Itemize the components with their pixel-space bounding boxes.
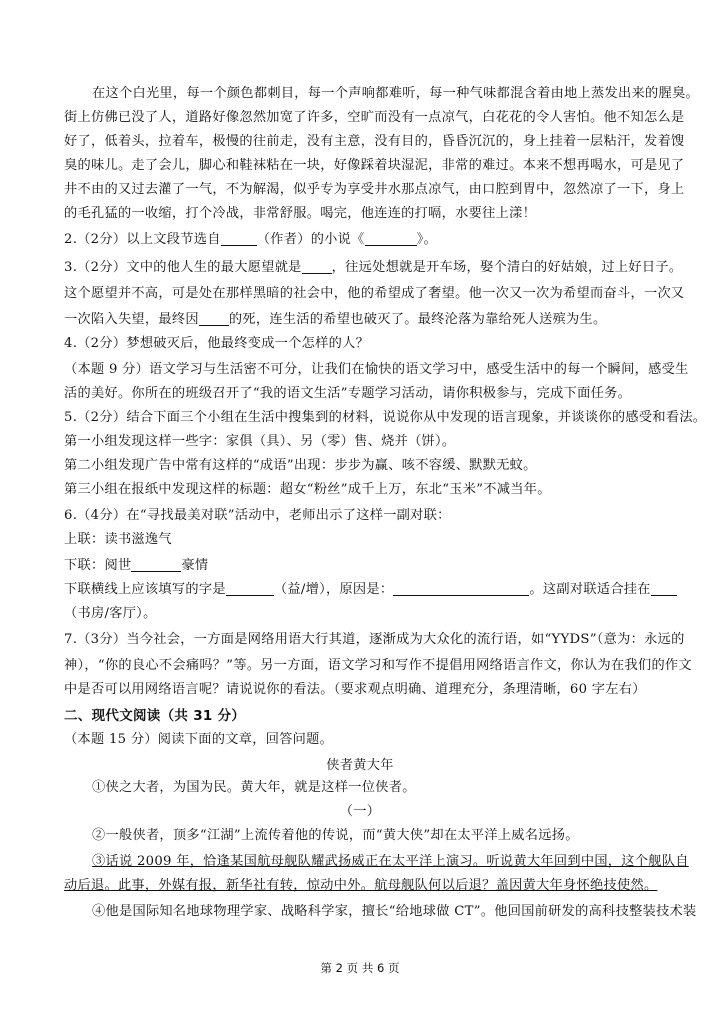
passage-line: 好了，低着头，拉着车，极慢的往前走，没有主意，没有目的，昏昏沉沉的，身上挂着一层粘汗，发着馊 xyxy=(64,134,685,149)
death-blank[interactable] xyxy=(199,311,229,326)
article-part-heading: （一） xyxy=(339,804,381,819)
section-intro: （本题 15 分）阅读下面的文章，回答问题。 xyxy=(64,732,334,747)
passage-line: 井不由的又过去灌了一气，不为解渴，似乎专为享受井水那点凉气，由口腔到胃中，忽然凉了一下，身上 xyxy=(64,182,685,197)
question-2: 2.（2分）以上文段节选自 （作者）的小说《 》。 xyxy=(64,232,438,247)
question-7: 神），“你的良心不会痛吗？”等。另一方面，语文学习和写作不提倡用网络语言作文，你认为在我们的作文 xyxy=(64,658,692,673)
section-heading: 二、现代文阅读（共 31 分） xyxy=(64,708,246,724)
novel-title-blank[interactable] xyxy=(365,231,417,246)
article-title: 侠者黄大年 xyxy=(326,758,394,773)
reason-blank[interactable] xyxy=(393,581,529,596)
passage-line: 在这个白光里，每一个颜色都刺目，每一个声响都难听，每一种气味都混含着由地上蒸发出来的腥臭。 xyxy=(92,86,699,101)
page-footer: 第 2 页 共 6 页 xyxy=(320,961,400,975)
couplet-upper: 上联：读书滋逸气 xyxy=(64,532,172,547)
question-4: 4.（2分）梦想破灭后，他最终变成一个怎样的人？ xyxy=(64,336,370,351)
question-7: 中是否可以用网络语言呢？请说说你的看法。（要求观点明确、道理充分，条理清晰，60 字左右） xyxy=(64,682,646,697)
article-paragraph-underlined: ③话说 2009 年，恰逢某国航母舰队耀武扬威正在太平洋上演习。听说黄大年回到中国，这个舰队自 xyxy=(92,854,689,869)
question-6-fill: 下联横线上应该填写的字是 （益/增），原因是： 。这副对联适合挂在 xyxy=(64,580,664,600)
question-3: 3.（2分）文中的他人生的最大愿望就是 ，往远处想就是开车场，娶个清白的好姑娘，过上好日子。 xyxy=(64,260,683,275)
couplet-blank[interactable] xyxy=(131,557,181,572)
question-7: 7.（3分）当今社会，一方面是网络用语大行其道，逐渐成为大众化的流行语，如“YYDS”（意为：永远的 xyxy=(64,632,685,647)
place-blank[interactable] xyxy=(651,581,677,596)
passage-line: 臭的味儿。走了会儿，脚心和鞋袜粘在一块，好像踩着块湿泥，非常的难过。本来不想再喝水，可是见了 xyxy=(64,158,685,173)
section-intro: （本题 9 分）语文学习与生活密不可分，让我们在愉快的语文学习中，感受生活中的每一个瞬间，感受生 xyxy=(64,362,689,377)
article-paragraph: ④他是国际知名地球物理学家、战略科学家，擅长“给地球做 CT”。他回国前研发的高科技整装技术装 xyxy=(92,904,697,919)
passage-line: 街上仿佛已没了人，道路好像忽然加宽了许多，空旷而没有一点凉气，白花花的令人害怕。他不知怎么是 xyxy=(64,110,685,125)
article-paragraph-underlined: 动后退。此事，外媒有报，新华社有转，惊动中外。航母舰队何以后退？盖因黄大年身怀绝技使然。 xyxy=(64,878,658,893)
question-3-text: 一次陷入失望，最终因 的死，连生活的希望也破灭了。最终沦落为靠给死人送殡为生。 xyxy=(64,312,607,327)
article-paragraph: ①侠之大者，为国为民。黄大年，就是这样一位侠者。 xyxy=(92,780,416,795)
passage-line: 的毛孔猛的一收缩，打个冷战，非常舒服。喝完，他连连的打嗝，水要往上漾！ xyxy=(64,206,537,221)
question-5-material: 第二小组发现广告中常有这样的“成语”出现：步步为赢、咳不容缓、默默无蚊。 xyxy=(64,458,537,473)
wish-blank[interactable] xyxy=(302,259,332,274)
question-5-material: 第三小组在报纸中发现这样的标题：超女“粉丝”成千上万，东北“玉米”不减当年。 xyxy=(64,482,551,497)
section-intro: 活的美好。你所在的班级召开了“我的语文生活”专题学习活动，请你积极参与，完成下面任务。 xyxy=(64,386,632,401)
article-paragraph: ②一般侠者，顶多“江湖”上流传着他的传说，而“黄大侠”却在太平洋上威名远扬。 xyxy=(92,828,579,843)
char-blank[interactable] xyxy=(226,581,274,596)
question-5: 5.（2分）结合下面三个小组在生活中搜集到的材料，说说你从中发现的语言现象，并谈谈你的感受和看法。 xyxy=(64,410,707,425)
couplet-lower: 下联：阅世 豪情 xyxy=(64,558,209,573)
author-blank[interactable] xyxy=(221,231,257,246)
question-6-fill: （书房/客厅）。 xyxy=(64,606,157,621)
question-6: 6.（4分）在“寻找最美对联”活动中，老师出示了这样一副对联： xyxy=(64,508,451,523)
question-5-material: 第一小组发现这样一些字：家俱（具）、另（零）售、烧并（饼）。 xyxy=(64,434,456,449)
question-3-text: 这个愿望并不高，可是处在那样黑暗的社会中，他的希望成了奢望。他一次又一次为希望而奋斗，一次又 xyxy=(64,286,685,301)
